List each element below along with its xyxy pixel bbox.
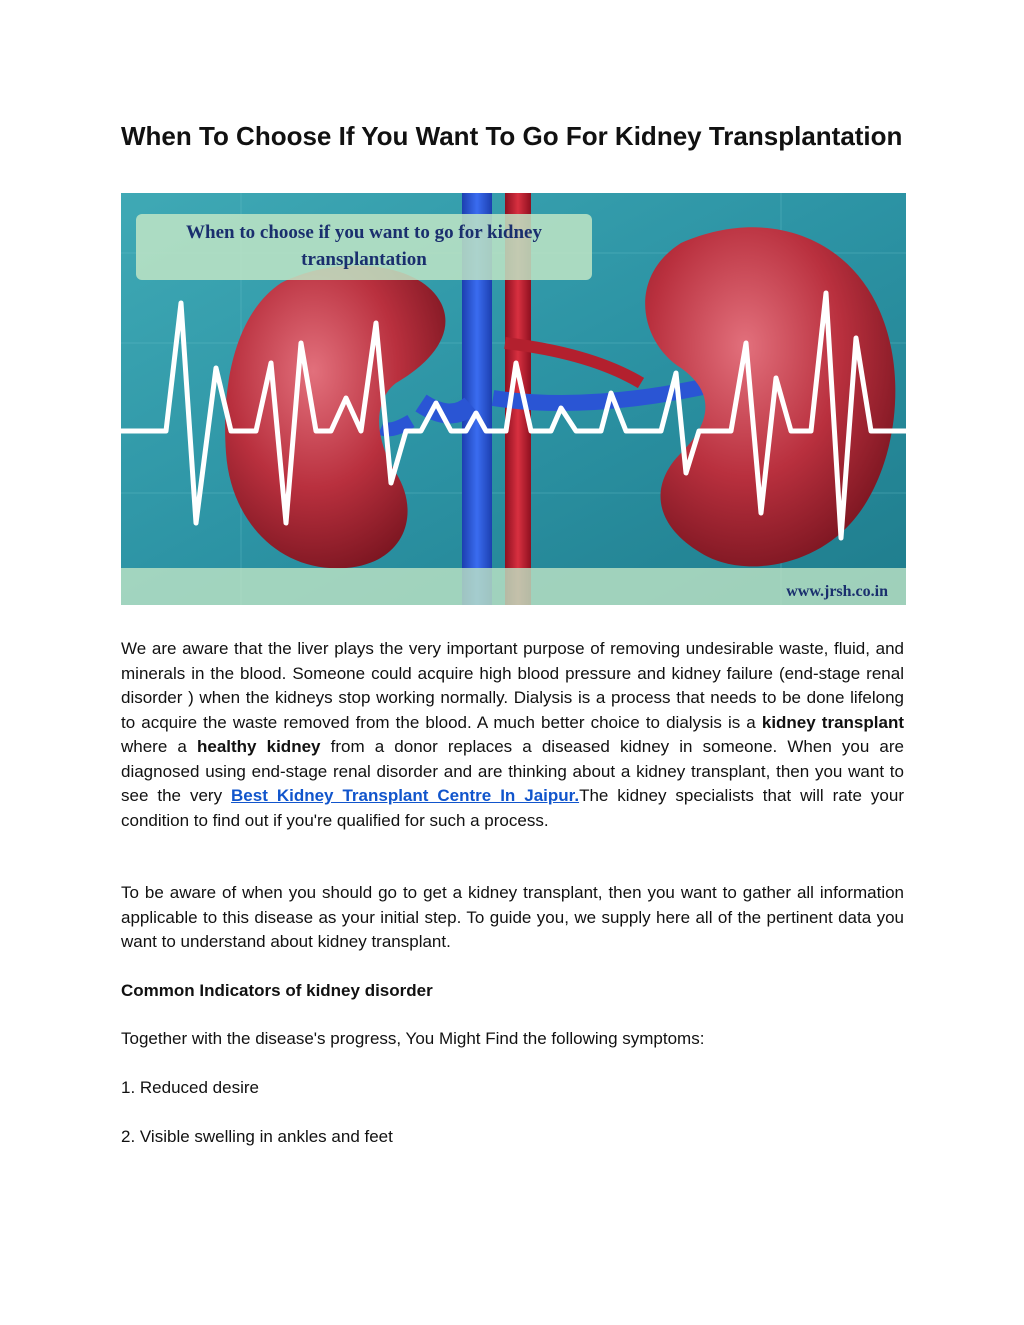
paragraph-text: where a [121, 737, 197, 756]
bold-kidney-transplant: kidney transplant [761, 712, 904, 732]
section-heading: Common Indicators of kidney disorder [121, 981, 433, 1000]
website-url: www.jrsh.co.in [786, 583, 888, 600]
list-item: 1. Reduced desire [121, 1078, 259, 1097]
guide-paragraph: To be aware of when you should go to get a kidney transplant, then you want to gather all information applicable to this disease as your initial step. To guide you, we supply here all of the pertinent data you want to understand about kidney transplant. [121, 883, 904, 951]
transplant-centre-link[interactable]: Best Kidney Transplant Centre In Jaipur. [231, 786, 580, 805]
intro-paragraph [121, 637, 904, 833]
banner-line-2: transplantation [301, 249, 427, 270]
bold-healthy-kidney: healthy kidney [197, 737, 321, 756]
list-item: 2. Visible swelling in ankles and feet [121, 1127, 393, 1146]
paragraph-text: from a donor replaces a diseased kidney in someone. When you are diagnosed using end-stage renal disorder and are thinking about a kidney transplant, then you want to see the very [121, 737, 905, 805]
paragraph-text: The kidney specialists that will rate your condition to find out if you're qualified for such a process. [121, 786, 904, 830]
hero-image [121, 193, 906, 605]
symptoms-intro: Together with the disease's progress, You Might Find the following symptoms: [121, 1029, 705, 1048]
page-title: When To Choose If You Want To Go For Kidney Transplantation [121, 121, 903, 151]
banner-line-1: When to choose if you want to go for kidney [186, 222, 542, 243]
paragraph-text: We are aware that the liver plays the very important purpose of removing undesirable waste, fluid, and minerals in the blood. Someone could acquire high blood pressure and kidney failure (end-stage renal disorder ) when the kidneys stop working normally. Dialysis is a process that needs to be done lifelong to acquire the waste removed from the blood. A much better choice to dialysis is a [121, 639, 904, 732]
